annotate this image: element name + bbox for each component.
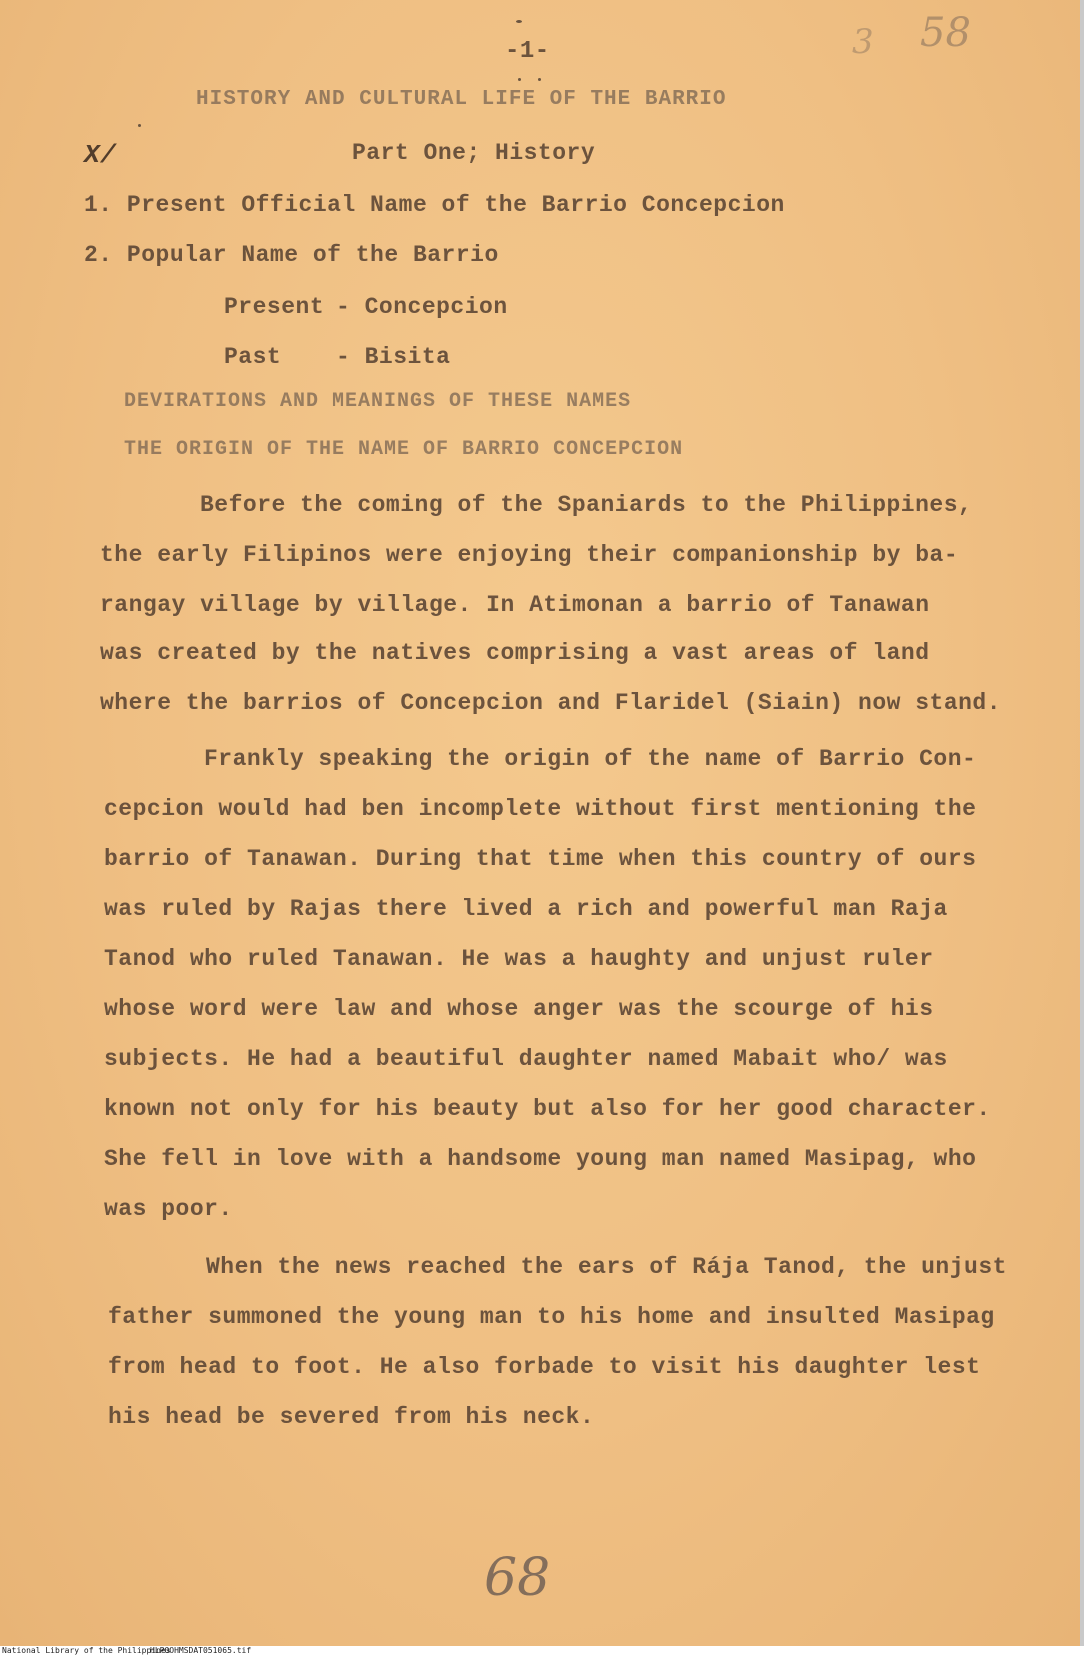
body-line: subjects. He had a beautiful daughter named Mabait who/ was	[104, 1046, 948, 1072]
past-value: - Bisita	[336, 344, 451, 370]
item-official-name: 1. Present Official Name of the Barrio Concepcion	[84, 192, 785, 218]
body-line: the early Filipinos were enjoying their companionship by ba-	[100, 542, 959, 568]
body-line: where the barrios of Concepcion and Flaridel (Siain) now stand.	[100, 690, 1002, 716]
subheading-derivations: DEVIRATIONS AND MEANINGS OF THESE NAMES	[124, 390, 632, 413]
body-line: Frankly speaking the origin of the name of Barrio Con-	[204, 746, 977, 772]
margin-mark: X/	[84, 140, 117, 170]
ink-speck	[138, 124, 141, 127]
part-heading: Part One; History	[352, 140, 596, 166]
ink-speck	[516, 20, 522, 23]
body-line: She fell in love with a handsome young man named Masipag, who	[104, 1146, 977, 1172]
body-line: known not only for his beauty but also for her good character.	[104, 1096, 991, 1122]
body-line: rangay village by village. In Atimonan a barrio of Tanawan	[100, 592, 930, 618]
item-popular-name: 2. Popular Name of the Barrio	[84, 242, 499, 268]
body-line: was ruled by Rajas there lived a rich and powerful man Raja	[104, 896, 948, 922]
subheading-origin: THE ORIGIN OF THE NAME OF BARRIO CONCEPCION	[124, 438, 684, 461]
footer-file-id: HLPOOHMSDAT051065.tif	[150, 1646, 252, 1655]
handwritten-mark-3: 3	[852, 22, 874, 62]
document-title: HISTORY AND CULTURAL LIFE OF THE BARRIO	[196, 88, 727, 111]
handwritten-page-number: 58	[920, 10, 971, 56]
handwritten-folio-number: 68	[484, 1548, 551, 1608]
body-line: cepcion would had ben incomplete without first mentioning the	[104, 796, 977, 822]
body-line: from head to foot. He also forbade to visit his daughter lest	[108, 1354, 981, 1380]
body-line: Before the coming of the Spaniards to the Philippines,	[200, 492, 973, 518]
body-line: Tanod who ruled Tanawan. He was a haughty and unjust ruler	[104, 946, 934, 972]
scan-footer	[0, 1646, 1084, 1658]
ink-speck	[538, 78, 541, 81]
body-line: was created by the natives comprising a vast areas of land	[100, 640, 930, 666]
past-label: Past	[224, 344, 282, 370]
body-line: father summoned the young man to his home and insulted Masipag	[108, 1304, 995, 1330]
body-line: barrio of Tanawan. During that time when this country of ours	[104, 846, 977, 872]
footer-institution: National Library of the Philippines	[2, 1646, 171, 1655]
body-line: was poor.	[104, 1196, 233, 1222]
present-label: Present	[224, 294, 325, 320]
page-edge	[1080, 0, 1084, 1648]
body-line: whose word were law and whose anger was the scourge of his	[104, 996, 934, 1022]
body-line: When the news reached the ears of Rája Tanod, the unjust	[206, 1254, 1007, 1280]
present-value: - Concepcion	[336, 294, 508, 320]
body-line: his head be severed from his neck.	[108, 1404, 595, 1430]
page-number: -1-	[505, 38, 550, 65]
ink-speck	[518, 78, 521, 81]
